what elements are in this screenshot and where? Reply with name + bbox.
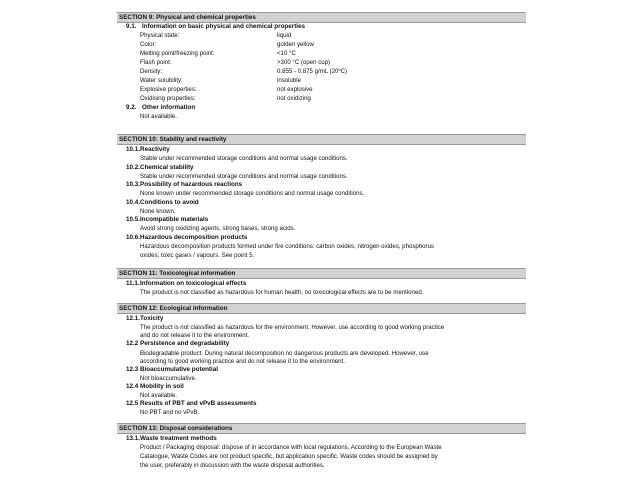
subsection-title: Hazardous decomposition products (140, 234, 248, 241)
subsection-title: Information on toxicological effects (140, 280, 247, 287)
subsection-number: 10.5. (126, 216, 141, 223)
section-11-header: SECTION 11: Toxicological information (117, 268, 526, 279)
subsection-text: Not available. (140, 392, 177, 399)
subsection-13-1-title (126, 435, 217, 443)
subsection-10-3-title (126, 181, 242, 189)
subsection-text: the user, preferably in discussion with the waste disposal authorities. (140, 462, 325, 469)
subsection-12-5-title (126, 400, 257, 408)
section-13-header: SECTION 13: Disposal considerations (117, 423, 526, 434)
subsection-text: None known. (140, 208, 176, 215)
prop-label: Melting point/freezing point: (140, 50, 215, 57)
subsection-number: 12.5 (126, 400, 139, 407)
subsection-text: Biodegradable product. During natural decomposition no dangerous products are developed. However, use (140, 350, 429, 357)
subsection-number: 10.2. (126, 164, 141, 171)
subsection-text: oxides, toxic gases / vapours. See point 5. (140, 252, 255, 259)
subsection-9-1-title (126, 23, 305, 31)
prop-value: not oxidizing (277, 95, 311, 102)
subsection-text: Not available. (140, 113, 177, 120)
prop-value: >300 °C (open cup) (277, 59, 331, 66)
subsection-title: Results of PBT and vPvB assessments (140, 400, 257, 407)
subsection-number: 12.1. (126, 315, 141, 322)
subsection-number: 10.6. (126, 234, 141, 241)
subsection-text: according to good working practice and do not release it to the environment. (140, 358, 345, 365)
subsection-number: 9.1. (126, 23, 137, 30)
subsection-title: Reactivity (140, 146, 170, 153)
subsection-text: Catalogue, Waste Codes are not product specific, but application specific. Waste codes should be assigned by (140, 453, 438, 460)
subsection-title: Bioaccumulative potential (140, 366, 219, 373)
subsection-title: Waste treatment methods (140, 435, 217, 442)
subsection-text: and do not release it to the environment. (140, 332, 250, 339)
subsection-title: Possibility of hazardous reactions (140, 181, 243, 188)
prop-value: 0.855 - 0.875 g/mL (20ºC) (277, 68, 348, 75)
subsection-number: 12.4 (126, 383, 139, 390)
prop-value: not explosive (277, 86, 313, 93)
subsection-12-1-title (126, 315, 163, 323)
subsection-number: 9.2. (126, 104, 137, 111)
subsection-title: Toxicity (140, 315, 164, 322)
subsection-text: Avoid strong oxidizing agents, strong bases, strong acids. (140, 225, 296, 232)
subsection-11-1-title (126, 280, 246, 288)
subsection-number: 10.4. (126, 199, 141, 206)
subsection-number: 13.1. (126, 435, 141, 442)
subsection-12-3-title (126, 366, 218, 374)
prop-label: Oxidising properties: (140, 95, 196, 102)
subsection-number: 12.3 (126, 366, 139, 373)
subsection-text: The product is not classified as hazardous for the environment. However, use according to good working practice (140, 324, 445, 331)
subsection-9-2-title (126, 104, 195, 112)
prop-label: Density: (140, 68, 163, 75)
subsection-text: No PBT and no vPvB. (140, 409, 200, 416)
subsection-text: Not bioaccumulative. (140, 375, 197, 382)
subsection-number: 11.1. (126, 280, 140, 287)
subsection-title: Incompatible materials (140, 216, 209, 223)
prop-label: Color: (140, 41, 157, 48)
subsection-text: Hazardous decomposition products formed under fire conditions: carbon oxides, nitrogen oxides, phosphorus (140, 243, 435, 250)
subsection-text: Product / Packaging disposal: dispose of in accordance with local regulations. According to the European Waste (140, 444, 442, 451)
subsection-10-6-title (126, 234, 247, 242)
prop-value: liquid (277, 32, 292, 39)
subsection-number: 12.2 (126, 340, 139, 347)
subsection-title: Other information (142, 104, 196, 111)
subsection-title: Conditions to avoid (140, 199, 199, 206)
subsection-title: Persistence and degradability (140, 340, 230, 347)
subsection-10-1-title (126, 146, 170, 154)
subsection-title: Chemical stability (140, 164, 194, 171)
prop-label: Explosive properties: (140, 86, 197, 93)
prop-value: insoluble (277, 77, 302, 84)
subsection-12-2-title (126, 340, 229, 348)
prop-value: <10 °C (277, 50, 296, 57)
subsection-number: 10.3. (126, 181, 141, 188)
prop-label: Water solubility: (140, 77, 183, 84)
subsection-text: Stable under recommended storage conditions and normal usage conditions. (140, 173, 348, 180)
subsection-text: None known under recommended storage conditions and normal usage conditions. (140, 190, 365, 197)
subsection-title: Mobility in soil (140, 383, 184, 390)
prop-value: golden yellow (277, 41, 314, 48)
subsection-12-4-title (126, 383, 184, 391)
subsection-text: Stable under recommended storage conditions and normal usage conditions. (140, 155, 348, 162)
subsection-title: Information on basic physical and chemical properties (142, 23, 306, 30)
section-9-header: SECTION 9: Physical and chemical properties (117, 12, 526, 23)
subsection-number: 10.1. (126, 146, 141, 153)
section-12-header: SECTION 12: Ecological information (117, 303, 526, 314)
subsection-text: The product is not classified as hazardous for human health, no toxicological effects are to be mentioned. (140, 289, 424, 296)
prop-label: Physical state: (140, 32, 180, 39)
subsection-10-4-title (126, 199, 199, 207)
subsection-10-2-title (126, 164, 194, 172)
prop-label: Flash point: (140, 59, 172, 66)
section-10-header: SECTION 10: Stability and reactivity (117, 134, 526, 145)
subsection-10-5-title (126, 216, 208, 224)
